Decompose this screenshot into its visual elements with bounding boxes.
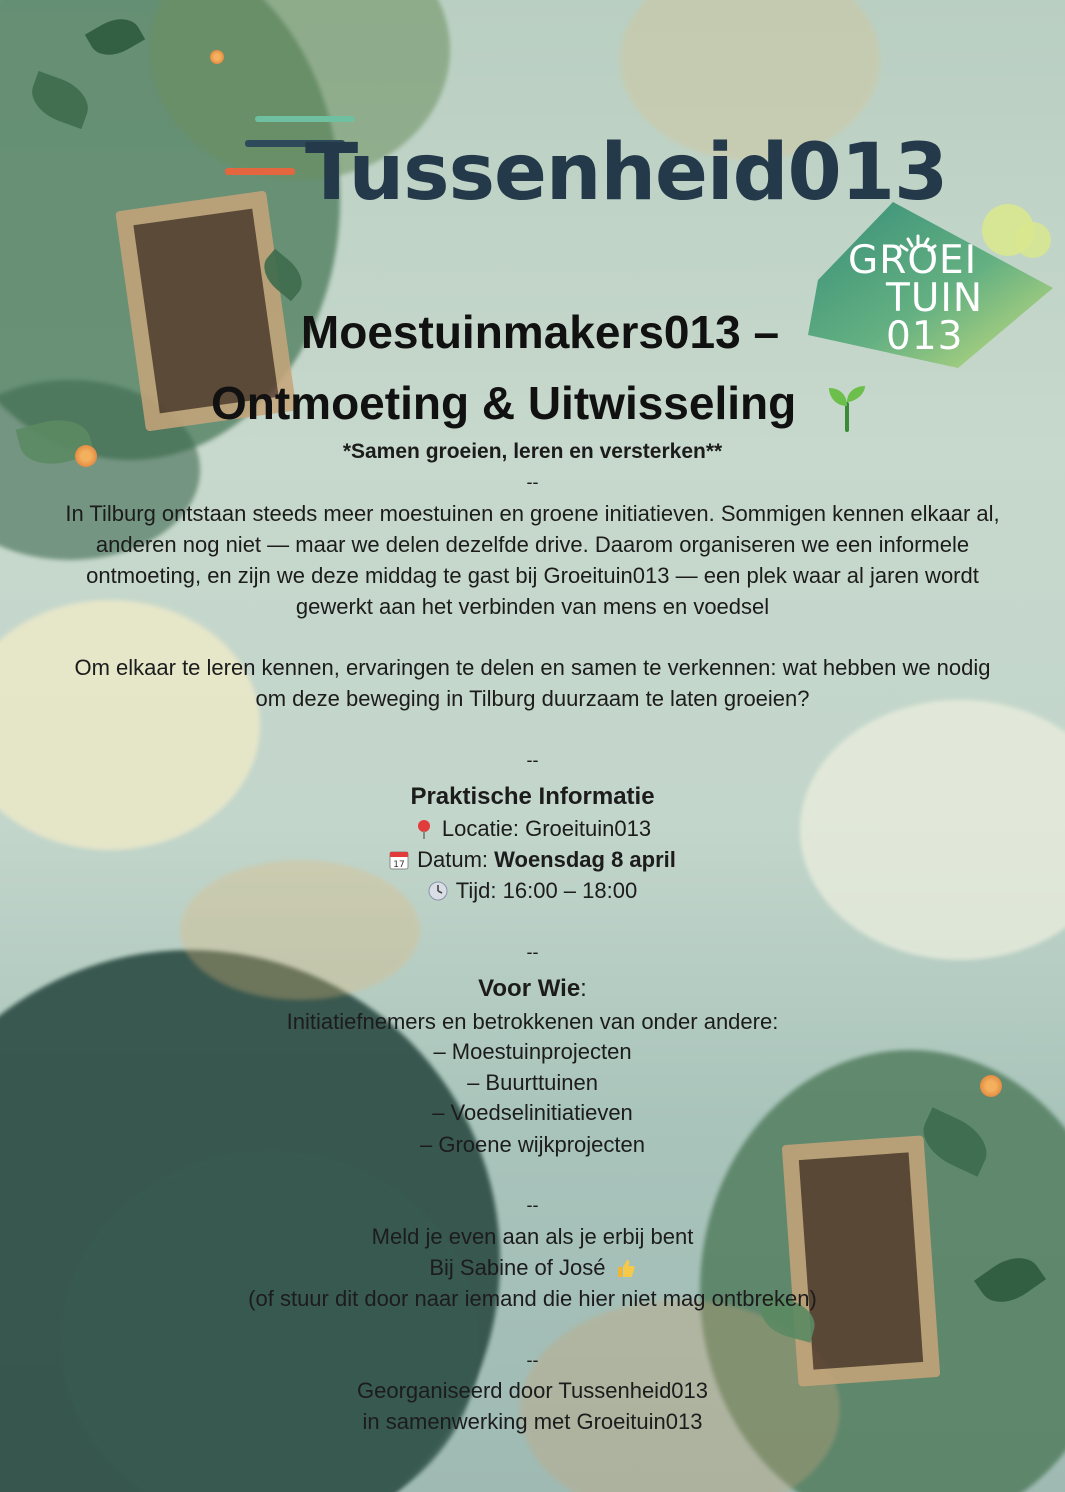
calendar-icon-day: 17 bbox=[393, 860, 405, 870]
title-line-1: Moestuinmakers013 – bbox=[300, 306, 780, 358]
logo-accent-mint bbox=[255, 116, 355, 122]
signup-line-1: Meld je even aan als je erbij bent bbox=[371, 1224, 694, 1249]
separator-1: -- bbox=[526, 472, 539, 492]
audience-intro: Initiatiefnemers en betrokkenen van onder andere: bbox=[286, 1009, 779, 1034]
footer-line-1: Georganiseerd door Tussenheid013 bbox=[356, 1378, 709, 1403]
audience-item: – Buurttuinen bbox=[467, 1070, 598, 1095]
date-value: Woensdag 8 april bbox=[494, 847, 676, 872]
intro-line-4: gewerkt aan het verbinden van mens en voedsel bbox=[295, 594, 770, 619]
separator-4: -- bbox=[526, 1195, 539, 1215]
calendar-icon bbox=[389, 850, 409, 870]
intro-line-1: In Tilburg ontstaan steeds meer moestuinen en groene initiatieven. Sommigen kennen elkaar al, bbox=[65, 501, 1000, 526]
title-line-2-text: Ontmoeting & Uitwisseling bbox=[210, 377, 797, 429]
seedling-icon bbox=[825, 382, 869, 432]
practical-heading: Praktische Informatie bbox=[410, 783, 655, 810]
signup-line-3: (of stuur dit door naar iemand die hier niet mag ontbreken) bbox=[248, 1286, 817, 1311]
time-label: Tijd: 16:00 – 18:00 bbox=[455, 878, 638, 903]
date-label: Datum: bbox=[417, 847, 495, 872]
purpose-line-2: om deze beweging in Tilburg duurzaam te laten groeien? bbox=[255, 686, 810, 711]
location-row bbox=[40, 813, 1025, 844]
tussenheid013-logo bbox=[225, 110, 948, 220]
subtitle: *Samen groeien, leren en versterken** bbox=[342, 440, 723, 463]
thumbs-up-icon bbox=[616, 1258, 636, 1278]
groeituin-logo-line3: 013 bbox=[886, 314, 964, 359]
separator-2: -- bbox=[526, 750, 539, 770]
signup-contacts: Bij Sabine of José bbox=[429, 1255, 606, 1280]
purpose-line-1: Om elkaar te leren kennen, ervaringen te delen en samen te verkennen: wat hebben we nodig bbox=[74, 655, 991, 680]
time-row bbox=[40, 875, 1025, 906]
signup-line-2 bbox=[40, 1252, 1025, 1283]
intro-line-3: ontmoeting, en zijn we deze middag te gast bij Groeituin013 — een plek waar al jaren wordt bbox=[86, 563, 979, 588]
title-line-2 bbox=[100, 376, 980, 432]
separator-5: -- bbox=[526, 1350, 539, 1370]
brand-name: Tussenheid013 bbox=[305, 128, 948, 218]
logo-accent-orange bbox=[225, 168, 295, 175]
location-pin-icon bbox=[414, 819, 434, 839]
date-row bbox=[40, 844, 1025, 875]
audience-heading-colon: : bbox=[580, 975, 587, 1002]
groeituin-logo-line2: TUIN bbox=[886, 276, 984, 321]
location-label: Locatie: Groeituin013 bbox=[441, 816, 652, 841]
separator-3: -- bbox=[526, 942, 539, 962]
audience-item: – Groene wijkprojecten bbox=[419, 1132, 645, 1157]
audience-item: – Moestuinprojecten bbox=[433, 1039, 632, 1064]
audience-heading: Voor Wie bbox=[478, 975, 581, 1002]
intro-line-2: anderen nog niet — maar we delen dezelfde drive. Daarom organiseren we een informele bbox=[95, 532, 970, 557]
audience-heading-row bbox=[40, 973, 1025, 1004]
groeituin-logo-line1: GROEI bbox=[848, 238, 978, 283]
clock-icon bbox=[428, 881, 448, 901]
footer-line-2: in samenwerking met Groeituin013 bbox=[362, 1409, 703, 1434]
audience-item: – Voedselinitiatieven bbox=[432, 1100, 633, 1125]
